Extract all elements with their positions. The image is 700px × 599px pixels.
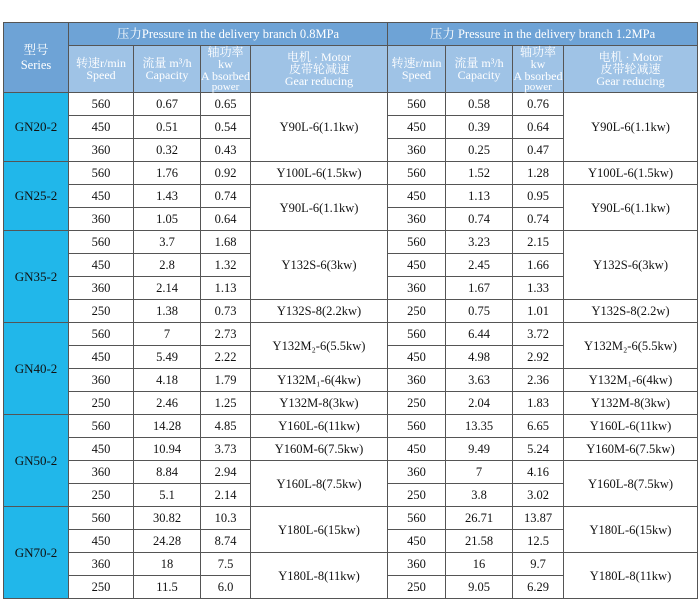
speed-cell: 450	[388, 254, 446, 277]
speed-header-line: Speed	[401, 68, 432, 82]
power-cell: 4.16	[513, 461, 564, 484]
capacity-cell: 3.8	[446, 484, 513, 507]
capacity-cell: 2.8	[134, 254, 201, 277]
speed-cell: 560	[388, 162, 446, 185]
capacity-cell: 6.44	[446, 323, 513, 346]
motor-cell: Y90L-6(1.1kw)	[564, 93, 698, 162]
capacity-header-line: Capacity	[145, 68, 189, 82]
capacity-cell: 3.7	[134, 231, 201, 254]
power-header-line: power	[524, 81, 552, 93]
power-header-1-2	[513, 46, 564, 93]
capacity-cell: 9.05	[446, 576, 513, 599]
motor-cell: Y180L-6(15kw)	[564, 507, 698, 553]
capacity-cell: 11.5	[134, 576, 201, 599]
power-cell: 1.66	[513, 254, 564, 277]
speed-header-1-2	[388, 46, 446, 93]
speed-cell: 450	[388, 530, 446, 553]
speed-cell: 250	[388, 576, 446, 599]
motor-cell: Y180L-8(11kw)	[564, 553, 698, 599]
table-row	[4, 323, 698, 346]
power-cell: 0.64	[513, 116, 564, 139]
table-row	[4, 553, 698, 576]
table-row	[4, 507, 698, 530]
table-row	[4, 392, 698, 415]
power-cell: 2.22	[201, 346, 251, 369]
speed-cell: 450	[69, 530, 134, 553]
capacity-cell: 0.58	[446, 93, 513, 116]
power-cell: 0.65	[201, 93, 251, 116]
pump-spec-table	[3, 22, 698, 599]
power-cell: 1.33	[513, 277, 564, 300]
capacity-cell: 2.14	[134, 277, 201, 300]
power-cell: 1.28	[513, 162, 564, 185]
capacity-cell: 26.71	[446, 507, 513, 530]
series-header	[4, 23, 69, 93]
speed-cell: 360	[388, 461, 446, 484]
capacity-cell: 4.18	[134, 369, 201, 392]
speed-cell: 450	[388, 116, 446, 139]
motor-cell: Y90L-6(1.1kw)	[564, 185, 698, 231]
speed-cell: 250	[69, 484, 134, 507]
capacity-cell: 0.67	[134, 93, 201, 116]
capacity-header-0-8	[134, 46, 201, 93]
speed-cell: 560	[388, 231, 446, 254]
capacity-cell: 1.13	[446, 185, 513, 208]
series-header-cn: 型号	[23, 42, 49, 57]
motor-cell: Y90L-6(1.1kw)	[251, 93, 388, 162]
motor-cell: Y132M-8(3kw)	[564, 392, 698, 415]
speed-cell: 250	[69, 576, 134, 599]
speed-cell: 360	[69, 139, 134, 162]
power-cell: 0.43	[201, 139, 251, 162]
motor-cell: Y160L-6(11kw)	[564, 415, 698, 438]
speed-header-line: 转速r/min	[76, 56, 126, 70]
speed-cell: 560	[69, 162, 134, 185]
power-cell: 2.73	[201, 323, 251, 346]
motor-cell: Y132S-6(3kw)	[564, 231, 698, 300]
speed-cell: 560	[388, 323, 446, 346]
capacity-cell: 0.25	[446, 139, 513, 162]
power-cell: 9.7	[513, 553, 564, 576]
power-cell: 1.32	[201, 254, 251, 277]
power-cell: 6.65	[513, 415, 564, 438]
power-cell: 4.85	[201, 415, 251, 438]
power-cell: 2.94	[201, 461, 251, 484]
power-cell: 7.5	[201, 553, 251, 576]
table-row	[4, 415, 698, 438]
motor-header-line: Gear reducing	[284, 74, 354, 88]
series-cell: GN70-2	[4, 507, 69, 599]
power-cell: 0.54	[201, 116, 251, 139]
speed-header-line: Speed	[86, 68, 116, 82]
speed-cell: 450	[388, 346, 446, 369]
speed-cell: 560	[69, 93, 134, 116]
power-header-line: power	[211, 81, 240, 93]
power-cell: 1.25	[201, 392, 251, 415]
pressure-header-1-2: 压力 Pressure in the delivery branch 1.2MPa	[388, 23, 698, 46]
power-cell: 6.29	[513, 576, 564, 599]
capacity-cell: 1.76	[134, 162, 201, 185]
capacity-cell: 1.67	[446, 277, 513, 300]
speed-cell: 450	[69, 438, 134, 461]
speed-cell: 360	[388, 139, 446, 162]
power-cell: 2.92	[513, 346, 564, 369]
power-cell: 2.36	[513, 369, 564, 392]
motor-header-line: Gear reducing	[596, 74, 665, 88]
power-cell: 2.14	[201, 484, 251, 507]
series-cell: GN35-2	[4, 231, 69, 323]
speed-cell: 360	[388, 369, 446, 392]
motor-header-line: 皮带轮减速	[600, 62, 661, 76]
table-row	[4, 185, 698, 208]
power-cell: 3.73	[201, 438, 251, 461]
speed-cell: 450	[69, 116, 134, 139]
motor-cell: Y132M₂-6(5.5kw)	[564, 323, 698, 369]
capacity-cell: 3.63	[446, 369, 513, 392]
speed-cell: 450	[69, 346, 134, 369]
speed-cell: 450	[69, 185, 134, 208]
capacity-cell: 0.51	[134, 116, 201, 139]
power-cell: 13.87	[513, 507, 564, 530]
series-cell: GN20-2	[4, 93, 69, 162]
speed-cell: 360	[69, 208, 134, 231]
speed-cell: 360	[69, 461, 134, 484]
power-cell: 10.3	[201, 507, 251, 530]
power-cell: 5.24	[513, 438, 564, 461]
power-cell: 0.95	[513, 185, 564, 208]
motor-header-1-2	[564, 46, 698, 93]
speed-cell: 250	[388, 392, 446, 415]
capacity-header-line: Capacity	[457, 68, 501, 82]
power-cell: 3.72	[513, 323, 564, 346]
speed-cell: 360	[388, 208, 446, 231]
speed-header-line: 转速r/min	[391, 56, 442, 70]
power-cell: 1.01	[513, 300, 564, 323]
power-cell: 0.76	[513, 93, 564, 116]
speed-cell: 360	[69, 553, 134, 576]
capacity-cell: 3.23	[446, 231, 513, 254]
speed-cell: 450	[69, 254, 134, 277]
motor-cell: Y132M-8(3kw)	[251, 392, 388, 415]
capacity-cell: 9.49	[446, 438, 513, 461]
power-cell: 1.83	[513, 392, 564, 415]
series-cell: GN50-2	[4, 415, 69, 507]
capacity-cell: 24.28	[134, 530, 201, 553]
motor-cell: Y132S-8(2.2w)	[564, 300, 698, 323]
capacity-cell: 4.98	[446, 346, 513, 369]
motor-header-line: 皮带轮减速	[288, 62, 349, 76]
power-cell: 2.15	[513, 231, 564, 254]
motor-header-line: 电机 · Motor	[598, 50, 663, 64]
motor-cell: Y160L-8(7.5kw)	[564, 461, 698, 507]
capacity-cell: 7	[134, 323, 201, 346]
capacity-cell: 2.45	[446, 254, 513, 277]
capacity-header-line: 流量 m³/h	[142, 56, 192, 70]
power-cell: 0.73	[201, 300, 251, 323]
power-cell: 0.64	[201, 208, 251, 231]
motor-cell: Y132S-6(3kw)	[251, 231, 388, 300]
series-cell: GN40-2	[4, 323, 69, 415]
motor-cell: Y160M-6(7.5kw)	[251, 438, 388, 461]
capacity-cell: 2.04	[446, 392, 513, 415]
speed-cell: 360	[69, 369, 134, 392]
motor-cell: Y132S-8(2.2kw)	[251, 300, 388, 323]
motor-header-line: 电机 · Motor	[287, 50, 351, 64]
speed-cell: 560	[388, 415, 446, 438]
capacity-cell: 0.39	[446, 116, 513, 139]
power-cell: 12.5	[513, 530, 564, 553]
power-cell: 8.74	[201, 530, 251, 553]
capacity-cell: 0.32	[134, 139, 201, 162]
capacity-cell: 8.84	[134, 461, 201, 484]
capacity-cell: 14.28	[134, 415, 201, 438]
capacity-cell: 1.05	[134, 208, 201, 231]
speed-header-0-8	[69, 46, 134, 93]
power-cell: 3.02	[513, 484, 564, 507]
power-cell: 0.92	[201, 162, 251, 185]
speed-cell: 560	[69, 323, 134, 346]
speed-cell: 560	[69, 231, 134, 254]
speed-cell: 360	[69, 277, 134, 300]
speed-cell: 560	[388, 507, 446, 530]
table-row	[4, 461, 698, 484]
power-cell: 0.74	[513, 208, 564, 231]
capacity-cell: 5.1	[134, 484, 201, 507]
table-row	[4, 93, 698, 116]
capacity-cell: 18	[134, 553, 201, 576]
speed-cell: 560	[69, 507, 134, 530]
speed-cell: 250	[388, 300, 446, 323]
table-row	[4, 438, 698, 461]
capacity-cell: 1.43	[134, 185, 201, 208]
power-cell: 6.0	[201, 576, 251, 599]
capacity-cell: 16	[446, 553, 513, 576]
speed-cell: 250	[69, 300, 134, 323]
capacity-header-line: 流量 m³/h	[454, 56, 504, 70]
motor-cell: Y100L-6(1.5kw)	[251, 162, 388, 185]
speed-cell: 360	[388, 277, 446, 300]
power-header-line: A bsorbed	[513, 69, 563, 83]
speed-cell: 360	[388, 553, 446, 576]
speed-cell: 560	[69, 415, 134, 438]
series-cell: GN25-2	[4, 162, 69, 231]
table-row	[4, 369, 698, 392]
motor-cell: Y90L-6(1.1kw)	[251, 185, 388, 231]
motor-cell: Y132M₂-6(5.5kw)	[251, 323, 388, 369]
capacity-cell: 2.46	[134, 392, 201, 415]
capacity-header-1-2	[446, 46, 513, 93]
table-row	[4, 162, 698, 185]
motor-cell: Y180L-6(15kw)	[251, 507, 388, 553]
power-cell: 1.68	[201, 231, 251, 254]
speed-cell: 450	[388, 185, 446, 208]
power-cell: 0.74	[201, 185, 251, 208]
capacity-cell: 0.74	[446, 208, 513, 231]
speed-cell: 560	[388, 93, 446, 116]
capacity-cell: 5.49	[134, 346, 201, 369]
power-cell: 0.47	[513, 139, 564, 162]
power-header-0-8	[201, 46, 251, 93]
motor-cell: Y100L-6(1.5kw)	[564, 162, 698, 185]
power-cell: 1.79	[201, 369, 251, 392]
capacity-cell: 7	[446, 461, 513, 484]
capacity-cell: 13.35	[446, 415, 513, 438]
motor-cell: Y160L-8(7.5kw)	[251, 461, 388, 507]
speed-cell: 250	[388, 484, 446, 507]
capacity-cell: 1.52	[446, 162, 513, 185]
motor-header-0-8	[251, 46, 388, 93]
capacity-cell: 21.58	[446, 530, 513, 553]
power-header-line: 轴功率 kw	[519, 45, 556, 71]
capacity-cell: 0.75	[446, 300, 513, 323]
table-row	[4, 300, 698, 323]
power-cell: 1.13	[201, 277, 251, 300]
motor-cell: Y132M₁-6(4kw)	[251, 369, 388, 392]
power-header-line: 轴功率 kw	[207, 45, 244, 71]
power-header-line: A bsorbed	[201, 69, 250, 83]
motor-cell: Y160M-6(7.5kw)	[564, 438, 698, 461]
speed-cell: 450	[388, 438, 446, 461]
pressure-header-0-8: 压力Pressure in the delivery branch 0.8MPa	[69, 23, 388, 46]
motor-cell: Y132M₁-6(4kw)	[564, 369, 698, 392]
table-row	[4, 231, 698, 254]
motor-cell: Y160L-6(11kw)	[251, 415, 388, 438]
speed-cell: 250	[69, 392, 134, 415]
capacity-cell: 10.94	[134, 438, 201, 461]
capacity-cell: 1.38	[134, 300, 201, 323]
series-header-en: Series	[20, 57, 52, 72]
motor-cell: Y180L-8(11kw)	[251, 553, 388, 599]
capacity-cell: 30.82	[134, 507, 201, 530]
